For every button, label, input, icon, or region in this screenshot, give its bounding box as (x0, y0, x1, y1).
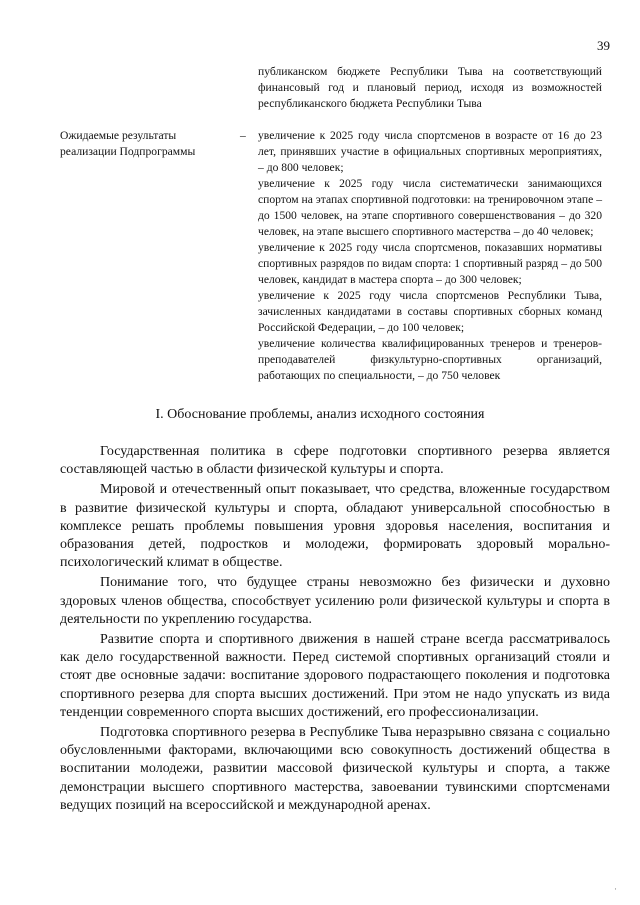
result-item: увеличение к 2025 году числа спортсменов, показавших нормативы спортивных разрядов по видам спорта: 1 спортивный разряд – до 500 человек, кандидат в мастера спорта – до 300 человек; (258, 241, 602, 286)
paragraph: Развитие спорта и спортивного движения в нашей стране всегда рассматривалось как дело государственной важности. Перед системой спортивных организаций стояли и стоят две основные задачи: воспитание здорового подрастающего поколения и подготовка спортивного резерва для спорта высших достижений. При этом не надо упускать из вида тенденции современного спорта высших достижений, его профессионализации. (60, 632, 610, 720)
results-list (258, 128, 602, 384)
section-heading: I. Обоснование проблемы, анализ исходного состояния (155, 407, 485, 422)
result-item: увеличение количества квалифицированных тренеров и тренеров-преподавателей физкультурно-спортивных организаций, работающих по специальности, – до 750 человек (258, 337, 602, 382)
paragraph: Мировой и отечественный опыт показывает, что средства, вложенные государством в развитие физической культуры и спорта, обладают универсальной способностью в комплексе решать проблемы повышения уровня здоровья населения, воспитания и образования детей, подростков и молодежи, формировать здоровый морально-психологический климат в обществе. (60, 482, 610, 571)
body-text (60, 443, 610, 817)
paragraph: Государственная политика в сфере подготовки спортивного резерва является составляющей частью в области физической культуры и спорта. (60, 444, 610, 478)
page-number: 39 (597, 38, 610, 53)
results-dash: – (240, 129, 246, 142)
table-continuation-text (258, 64, 602, 112)
result-item: увеличение к 2025 году числа спортсменов в возрасте от 16 до 23 лет, принявших участие в официальных спортивных мероприятиях, – до 800 человек; (258, 129, 602, 174)
paragraph: Понимание того, что будущее страны невозможно без физически и духовно здоровых членов общества, способствует усилению роли физической культуры и спорта в деятельности по укреплению государства. (60, 575, 610, 627)
result-item: увеличение к 2025 году числа систематически занимающихся спортом на этапах спортивной подготовки: на тренировочном этапе – до 1500 человек, на этапе спортивного совершенствования – до 320 человек, на этапе высшего спортивного мастерства – до 40 человек; (258, 177, 602, 238)
corner-mark: · (614, 884, 617, 894)
results-label: Ожидаемые результаты реализации Подпрограммы (60, 129, 196, 158)
paragraph: Подготовка спортивного резерва в Республике Тыва неразрывно связана с социально обусловленными факторами, включающими всю совокупность достижений общества в воспитании молодежи, развитии массовой физической культуры и спорта, а также демонстрации высшего спортивного мастерства, завоевании тувинскими спортсменами ведущих позиций на всероссийской и международной аренах. (60, 725, 610, 813)
result-item: увеличение к 2025 году числа спортсменов Республики Тыва, зачисленных кандидатами в составы спортивных сборных команд Российской Федерации, – до 100 человек; (258, 289, 602, 334)
continuation-paragraph: публиканском бюджете Республики Тыва на соответствующий финансовый год и плановый период, исходя из возможностей республиканского бюджета Республики Тыва (258, 65, 602, 110)
